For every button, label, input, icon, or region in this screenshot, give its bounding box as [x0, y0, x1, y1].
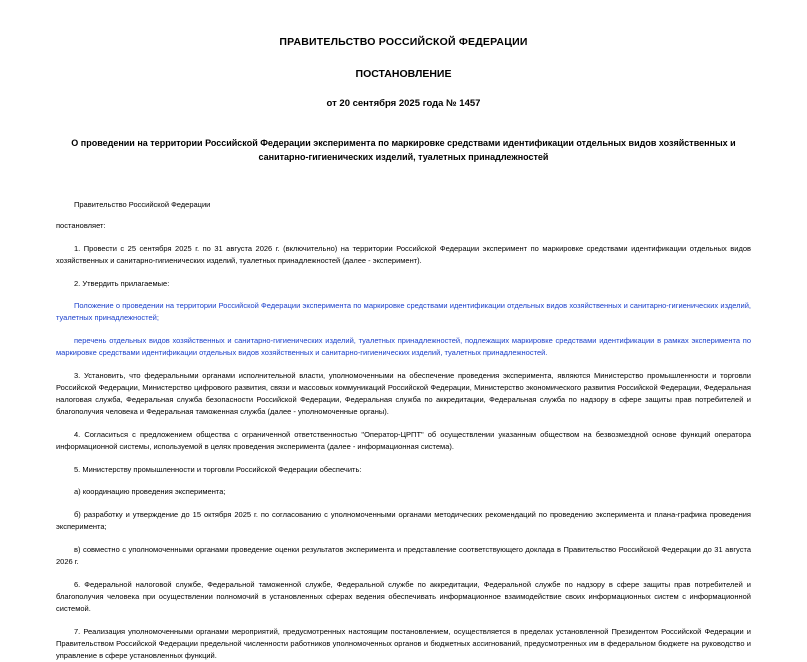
document-paragraph-6: 6. Федеральной налоговой службе, Федеральной таможенной службе, Федеральной службе по аккредитации, Федеральной службе по надзору в сфере защиты прав потребителей и благополучия человека при осуществлении полномочий в установленных сферах ведения обеспечивать информационное взаимодействие своих информационных систем с информационной системой.	[56, 579, 751, 613]
document-subject-heading: О проведении на территории Российской Федерации эксперимента по маркировке средствами идентификации отдельных видов хозяйственных и санитарно-гигиенических изделий, туалетных принадлежностей	[71, 138, 736, 162]
document-paragraph-3: 3. Установить, что федеральными органами исполнительной власти, уполномоченными на обеспечение проведения эксперимента, являются Министерство промышленности и торговли Российской Федерации, Министерство цифрового развития, связи и массовых коммуникаций Российской Федерации, Министерство экономического развития Российской Федерации, Федеральная налоговая служба, Федеральная служба безопасности Российской Федерации, Федеральная служба по аккредитации, Федеральная служба по надзору в сфере защиты прав потребителей и благополучия человека и Федеральная таможенная служба (далее - уполномоченные органы).	[56, 370, 751, 416]
document-paragraph-2: 2. Утвердить прилагаемые:	[74, 278, 170, 288]
document-link-regulation[interactable]: Положение о проведении на территории Российской Федерации эксперимента по маркировке средствами идентификации отдельных видов хозяйственных и санитарно-гигиенических изделий, туалетных принадлежностей;	[56, 300, 751, 322]
document-paragraph-5: 5. Министерству промышленности и торговли Российской Федерации обеспечить:	[74, 464, 362, 474]
document-author-line: Правительство Российской Федерации	[74, 199, 211, 209]
document-paragraph-5c: в) совместно с уполномоченными органами проведение оценки результатов эксперимента и представление соответствующего доклада в Правительство Российской Федерации до 31 августа 2026 г.	[56, 544, 751, 566]
document-text-block	[34, 199, 773, 662]
document-organization-title: ПРАВИТЕЛЬСТВО РОССИЙСКОЙ ФЕДЕРАЦИИ	[279, 36, 528, 48]
document-verb-line: постановляет:	[56, 220, 106, 230]
document-type-heading: ПОСТАНОВЛЕНИЕ	[355, 68, 452, 80]
document-paragraph-4: 4. Согласиться с предложением общества с ограниченной ответственностью "Оператор-ЦРПТ" об осуществлении указанным обществом на безвозмездной основе функций оператора информационной системы, используемой в целях проведения эксперимента (далее - информационная система).	[56, 429, 751, 451]
document-paragraph-1: 1. Провести с 25 сентября 2025 г. по 31 августа 2026 г. (включительно) на территории Российской Федерации эксперимент по маркировке средствами идентификации отдельных видов хозяйственных и санитарно-гигиенических изделий, туалетных принадлежностей (далее - эксперимент).	[56, 243, 751, 265]
document-paragraph-7: 7. Реализация уполномоченными органами мероприятий, предусмотренных настоящим постановлением, осуществляется в пределах установленной Президентом Российской Федерации и Правительством Российской Федерации предельной численности работников уполномоченных органов и бюджетных ассигнований, предусмотренных им в федеральном бюджете на руководство и управление в сфере установленных функций.	[56, 626, 751, 660]
document-paragraph-5a: а) координацию проведения эксперимента;	[74, 486, 226, 496]
document-link-list[interactable]: перечень отдельных видов хозяйственных и санитарно-гигиенических изделий, туалетных принадлежностей, подлежащих маркировке средствами идентификации в рамках эксперимента по маркировке средствами идентификации отдельных видов хозяйственных и санитарно-гигиенических изделий, туалетных принадлежностей.	[56, 335, 751, 357]
document-date-number: от 20 сентября 2025 года № 1457	[326, 98, 481, 109]
document-paragraph-5b: б) разработку и утверждение до 15 октября 2025 г. по согласованию с уполномоченными органами методических рекомендаций по проведению эксперимента и плана-графика проведения эксперимента;	[56, 509, 751, 531]
